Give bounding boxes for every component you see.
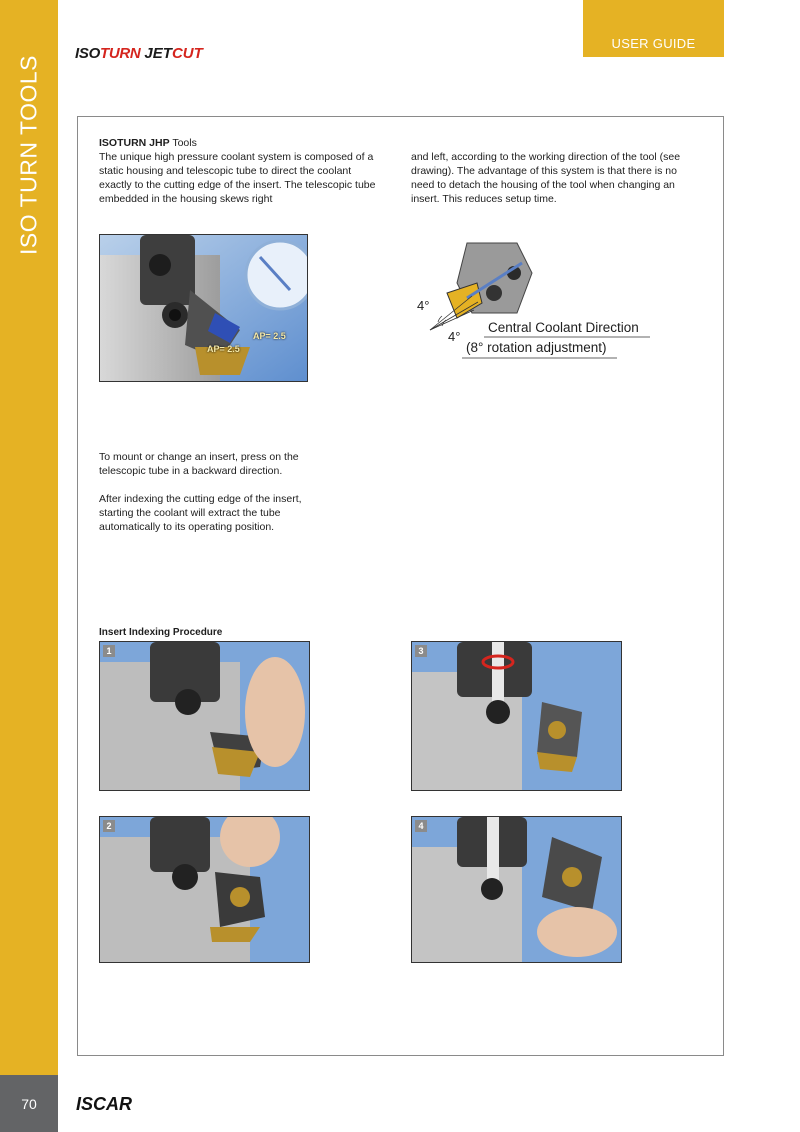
- footer-brand-logo: ISCAR: [76, 1094, 133, 1114]
- ap-label-left: AP= 2.5: [207, 344, 240, 354]
- step-3-illustration: [412, 642, 621, 790]
- tool-photo-illustration: [100, 235, 307, 381]
- jetcut-logo: JETCUT: [144, 45, 203, 62]
- side-bar: [0, 0, 58, 1075]
- isoturn-logo: ISOTURN: [75, 45, 141, 62]
- intro-heading: ISOTURN JHP Tools: [99, 137, 197, 149]
- mount-paragraph-1: To mount or change an insert, press on the telescopic tube in a backward direction.: [99, 451, 299, 477]
- procedure-title: Insert Indexing Procedure: [99, 627, 223, 638]
- step-2-photo: [99, 816, 310, 963]
- step-number-3: 3: [415, 645, 427, 657]
- angle-label-bottom: 4°: [448, 329, 461, 344]
- ap-label-right: AP= 2.5: [253, 331, 286, 341]
- coolant-caption-line1: Central Coolant Direction: [488, 320, 639, 335]
- step-3-photo: [411, 641, 622, 791]
- page-number: 70: [0, 1075, 58, 1132]
- step-number-1: 1: [103, 645, 115, 657]
- jhp-tool-photo: [99, 234, 308, 382]
- step-4-illustration: [412, 817, 621, 962]
- step-4-photo: [411, 816, 622, 963]
- section-title: ISO TURN TOOLS: [15, 55, 42, 255]
- coolant-caption-line2: (8° rotation adjustment): [466, 340, 607, 355]
- coolant-direction-drawing: [412, 238, 657, 368]
- user-guide-label: USER GUIDE: [611, 36, 696, 51]
- user-guide-tab: [583, 0, 724, 57]
- intro-text-right: and left, according to the working direction of the tool (see drawing). The advantage of this system is that there is no need to detach the housing of the tool when changing an insert. This reduces setup time.: [411, 151, 681, 205]
- intro-text-left: The unique high pressure coolant system is composed of a static housing and telescopic tube to direct the coolant exactly to the cutting edge of the insert. The telescopic tube embedded in the housing skews right: [99, 151, 376, 205]
- mount-instructions: [99, 450, 329, 548]
- mount-paragraph-2: After indexing the cutting edge of the insert, starting the coolant will extract the tube automatically to its operating position.: [99, 493, 302, 533]
- angle-label-top: 4°: [417, 298, 430, 313]
- step-2-illustration: [100, 817, 309, 962]
- intro-column-right: [411, 150, 691, 206]
- step-1-photo: [99, 641, 310, 791]
- step-number-2: 2: [103, 820, 115, 832]
- step-number-4: 4: [415, 820, 427, 832]
- step-1-illustration: [100, 642, 309, 790]
- isoturn-jetcut-logo: [75, 38, 203, 62]
- intro-column-left: [99, 136, 379, 206]
